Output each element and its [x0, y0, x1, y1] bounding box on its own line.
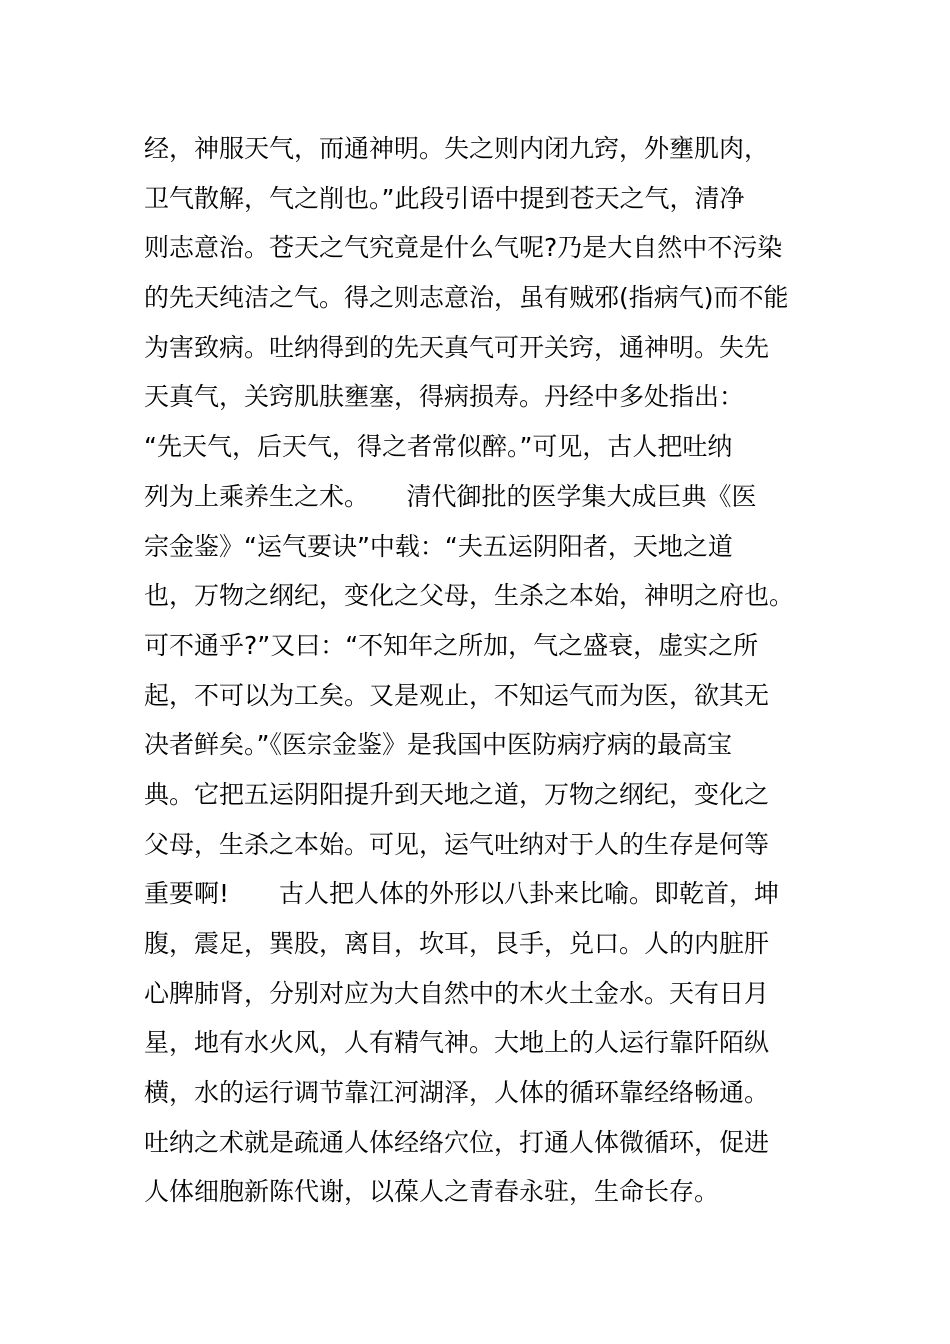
text-line: 起，不可以为工矣。又是观止，不知运气而为医，欲其无 — [144, 680, 770, 710]
text-line: 天真气，关窍肌肤壅塞，得病损寿。丹经中多处指出： — [144, 382, 745, 412]
text-line: 宗金鉴》“运气要诀”中载：“夫五运阴阳者，天地之道 — [144, 531, 733, 561]
text-line: 为害致病。吐纳得到的先天真气可开关窍，通神明。失先 — [144, 332, 770, 362]
text-line: 典。它把五运阴阳提升到天地之道，万物之纲纪，变化之 — [144, 779, 770, 809]
text-line: 吐纳之术就是疏通人体经络穴位，打通人体微循环，促进 — [144, 1127, 770, 1157]
text-line: 腹，震足，巽股，离目，坎耳，艮手，兑口。人的内脏肝 — [144, 929, 770, 958]
text-line: 父母，生杀之本始。可见，运气吐纳对于人的生存是何等 — [144, 829, 770, 859]
text-line: 则志意治。苍天之气究竟是什么气呢?乃是大自然中不污染 — [144, 233, 783, 263]
text-line: 横，水的运行调节靠江河湖泽，人体的循环靠经络畅通。 — [144, 1078, 770, 1108]
text-line: 也，万物之纲纪，变化之父母，生杀之本始，神明之府也。 — [144, 581, 795, 611]
text-line: 星，地有水火风，人有精气神。大地上的人运行靠阡陌纵 — [144, 1028, 770, 1058]
text-line: 重要啊! 古人把人体的外形以八卦来比喻。即乾首，坤 — [144, 879, 780, 909]
body-text — [144, 124, 824, 1217]
text-line: 可不通乎?”又曰：“不知年之所加，气之盛衰，虚实之所 — [144, 630, 759, 660]
text-line: 心脾肺肾，分别对应为大自然中的木火土金水。天有日月 — [144, 978, 770, 1008]
text-line: 经，神服天气，而通神明。失之则内闭九窍，外壅肌肉， — [144, 134, 770, 163]
text-line: 卫气散解，气之削也。”此段引语中提到苍天之气，清净 — [144, 183, 745, 213]
text-line: 的先天纯洁之气。得之则志意治，虽有贼邪(指病气)而不能 — [144, 283, 789, 313]
text-line: “先天气，后天气，得之者常似醉。”可见，古人把吐纳 — [144, 432, 733, 462]
text-line: 决者鲜矣。”《医宗金鉴》是我国中医防病疗病的最高宝 — [144, 730, 732, 760]
text-line: 列为上乘养生之术。 清代御批的医学集大成巨典《医 — [144, 481, 757, 511]
text-line: 人体细胞新陈代谢，以葆人之青春永驻，生命长存。 — [144, 1177, 720, 1207]
